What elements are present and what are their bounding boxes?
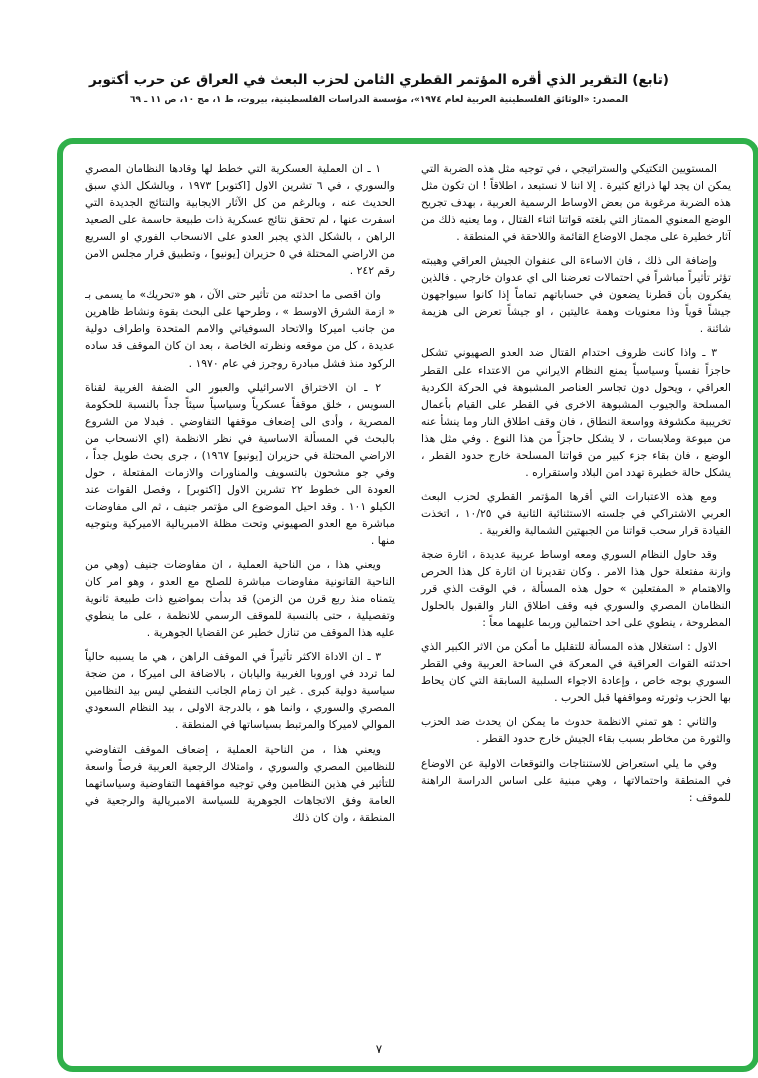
source-line: المصدر: «الوثائق الفلسطينية العربية لعام ١٩٧٤»، مؤسسة الدراسات الفلسطينية، بيروت، ط ١، مج ١٠، ص ١١ ـ ٦٩ — [129, 95, 629, 105]
content-frame — [57, 138, 758, 1072]
paragraph: ومع هذه الاعتبارات التي أقرها المؤتمر القطري لحزب البعث العربي الاشتراكي في جلسته الاستثنائية الثانية في ١٠/٢٥ ، اتخذت القيادة قرار سحب قواتنا من الجبهتين الشمالية والغربية . — [421, 489, 731, 537]
column-right — [421, 160, 731, 1056]
paragraph: ١ ـ ان العملية العسكرية التي خطط لها وقادها النظامان المصري والسوري ، في ٦ تشرين الاول [اكتوبر] ١٩٧٣ ، وبالشكل الذي سبق الحديث عنه ، وبالرغم من كل الآثار الايجابية والنتائج الجديدة التي اسفرت عنها ، لم تحقق نتائج عسكرية ذات طبيعة حاسمة على الصعيد الراهن ، بالشكل الذي يجبر العدو على الانسحاب الفوري او السريع من الاراضي المحتلة في ٥ حزيران [يونيو] ، وتطبيق قرار مجلس الامن رقم ٢٤٢ . — [85, 162, 395, 278]
paragraph: ويعني هذا ، من الناحية العملية ، ان مفاوضات جنيف (وهي من الناحية القانونية مفاوضات مباشرة للصلح مع العدو ، وهو امر كان يتمناه منذ ربع قرن من الزمن) قد بدأت بمواضيع ذات طبيعة ثانوية وتفصيلية ، حتى بالنسبة للموقف الرسمي للانظمة ، على ما ينطوي عليه هذا الموقف من تنازل خطير عن القضايا الجوهرية . — [85, 558, 395, 640]
paragraph: وان اقصى ما احدثته من تأثير حتى الآن ، هو «تحريك» ما يسمى بـ « ازمة الشرق الاوسط » ، وطرحها على البحث بقوة ونشاط ظاهرين من جانب اميركا والاتحاد السوفياتي والامم المتحدة واطراف دولية عديدة ، كل من موقعه ونظرته الخاصة ، بعد ان كان الموقف قد ساده الركود منذ فشل مبادرة روجرز في عام ١٩٧٠ . — [85, 288, 395, 370]
paragraph: وإضافة الى ذلك ، فان الاساءة الى عنفوان الجيش العراقي وهيبته تؤثر تأثيراً مباشراً في احتمالات تعرضنا الى اي عدوان خارجي . فالذين يفكرون بأن قطرنا يضعون في حساباتهم تماماً إذا كانوا سيواجهون جيشاً قوياً وذا معنويات وهمة عاليتين ، او جيشاً تعرض الى هزيمة شائنة . — [421, 254, 731, 336]
paragraph: والثاني : هو تمني الانظمة حدوث ما يمكن ان يحدث ضد الحزب والثورة من مخاطر بسبب بقاء الجيش خارج حدود القطر . — [421, 715, 731, 746]
paragraph: وفي ما يلي استعراض للاستنتاجات والتوقعات الاولية عن الاوضاع في المنطقة واحتمالاتها ، وهي مبنية على اساس الدراسة الراهنة للموقف : — [421, 756, 731, 804]
document-header — [0, 72, 758, 105]
page-title: (تابع) التقرير الذي أقره المؤتمر القطري الثامن لحزب البعث في العراق عن حرب أكتوبر — [89, 72, 669, 88]
paragraph: ٢ ـ ان الاختراق الاسرائيلي والعبور الى الضفة الغربية لقناة السويس ، خلق موقفاً عسكرياً وسياسياً سيئاً جداً بالنسبة للحكومة المصرية ، وأدى الى إضعاف موقفها التفاوضي . فبدلا من الشروع بالبحث في المسألة الاساسية في نظر الانظمة (اي الانسحاب من الاراضي المحتلة في حزيران [يونيو] ١٩٦٧) ، جرى بحث طويل جداً ، وفي جو مشحون بالتسويف والمناورات والازمات المفتعلة ، حول العودة الى خطوط ٢٢ تشرين الاول [اكتوبر] ، وفصل القوات عند الكيلو ١٠١ . وقد احيل الموضوع الى مؤتمر جنيف ، ثم الى مفاوضات مباشرة مع العدو الصهيوني وتحت مظلة الامبريالية الاميركية وبتوجيه منها . — [85, 380, 395, 547]
page-number: ٧ — [375, 1042, 383, 1056]
text-columns — [85, 160, 731, 1056]
column-left — [85, 160, 395, 1056]
paragraph: وقد حاول النظام السوري ومعه اوساط عربية عديدة ، اثارة ضجة وازنة مفتعلة حول هذا الامر . وكان تقديرنا ان اثارة كل هذا الحرص والاهتمام « المفتعلين » حول هذه المسألة ، في الوقت الذي قرر النظامان المصري والسوري فيه وقف اطلاق النار والقبول بالحلول المطروحة ، ينطوي على احد احتمالين وربما عليهما معاً : — [421, 547, 731, 630]
paragraph: ٣ ـ ان الاداة الاكثر تأثيراً في الموقف الراهن ، هي ما يسببه حالياً لما تردد في اوروبا الغربية واليابان ، بالاضافة الى اميركا ، من ضجة سياسية دولية كبرى . غير ان زمام الجانب النفطي ليس بيد النظامين المصري والسوري ، وانما هو ، بالدرجة الاولى ، بيد النظام السعودي الموالي لاميركا والمرتبط بسياساتها في المنطقة . — [85, 650, 395, 732]
paragraph: المستويين التكتيكي والستراتيجي ، في توجيه مثل هذه الضربة التي يمكن ان يجد لها ذرائع كثيرة . إلا اننا لا نستبعد ، اطلاقاً ! ان تكون مثل هذه الضربة مرغوبة من بعض الاوساط الرسمية العربية ، بهدف تجريح الوضع المعنوي الممتاز التي بلغته قواتنا اثناء القتال ، وما يعنيه ذلك من آثار خطيرة على مجمل الاوضاع القائمة واللاحقة في المنطقة . — [421, 162, 731, 244]
paragraph: ٣ ـ واذا كانت ظروف احتدام القتال ضد العدو الصهيوني تشكل حاجزاً نفسياً وسياسياً يمنع النظام الايراني من الاعتداء على القطر العراقي ، ويحول دون تجاسر العناصر المشبوهة في الحركة الكردية المسلحة والجيوب المشبوهة الاخرى في القطر على القيام بأعمال تخريبية مكشوفة وواسعة النطاق ، فان وقف اطلاق النار وما ينشأ عنه من ميوعة وملابسات ، لا يشكل حاجزاً من هذا النوع . وفي مثل هذا الوضع ، فان بقاء جزء كبير من قواتنا المسلحة خارج حدود القطر ، يشكل حالة خطيرة تهدد امن البلاد واستقراره . — [421, 346, 731, 479]
paragraph: الاول : استغلال هذه المسألة للتقليل ما أمكن من الاثر الكبير الذي احدثته القوات العراقية في المعركة في الساحة العربية وفي القطر السوري بوجه خاص ، وإعادة الاجواء السلبية السابقة التي كان يحاط بها الحزب وثورته ومواقفها قبل الحرب . — [421, 640, 731, 705]
paragraph: ويعني هذا ، من الناحية العملية ، إضعاف الموقف التفاوضي للنظامين المصري والسوري ، وامتلاك الرجعية العربية فرصاً واسعة للتأثير في هذين النظامين وفي توجيه مواقفهما التفاوضية وسياساتهما العامة وفق الاتجاهات الجوهرية للسياسة الامبريالية والرجعية في المنطقة ، وان كان ذلك — [85, 742, 395, 824]
